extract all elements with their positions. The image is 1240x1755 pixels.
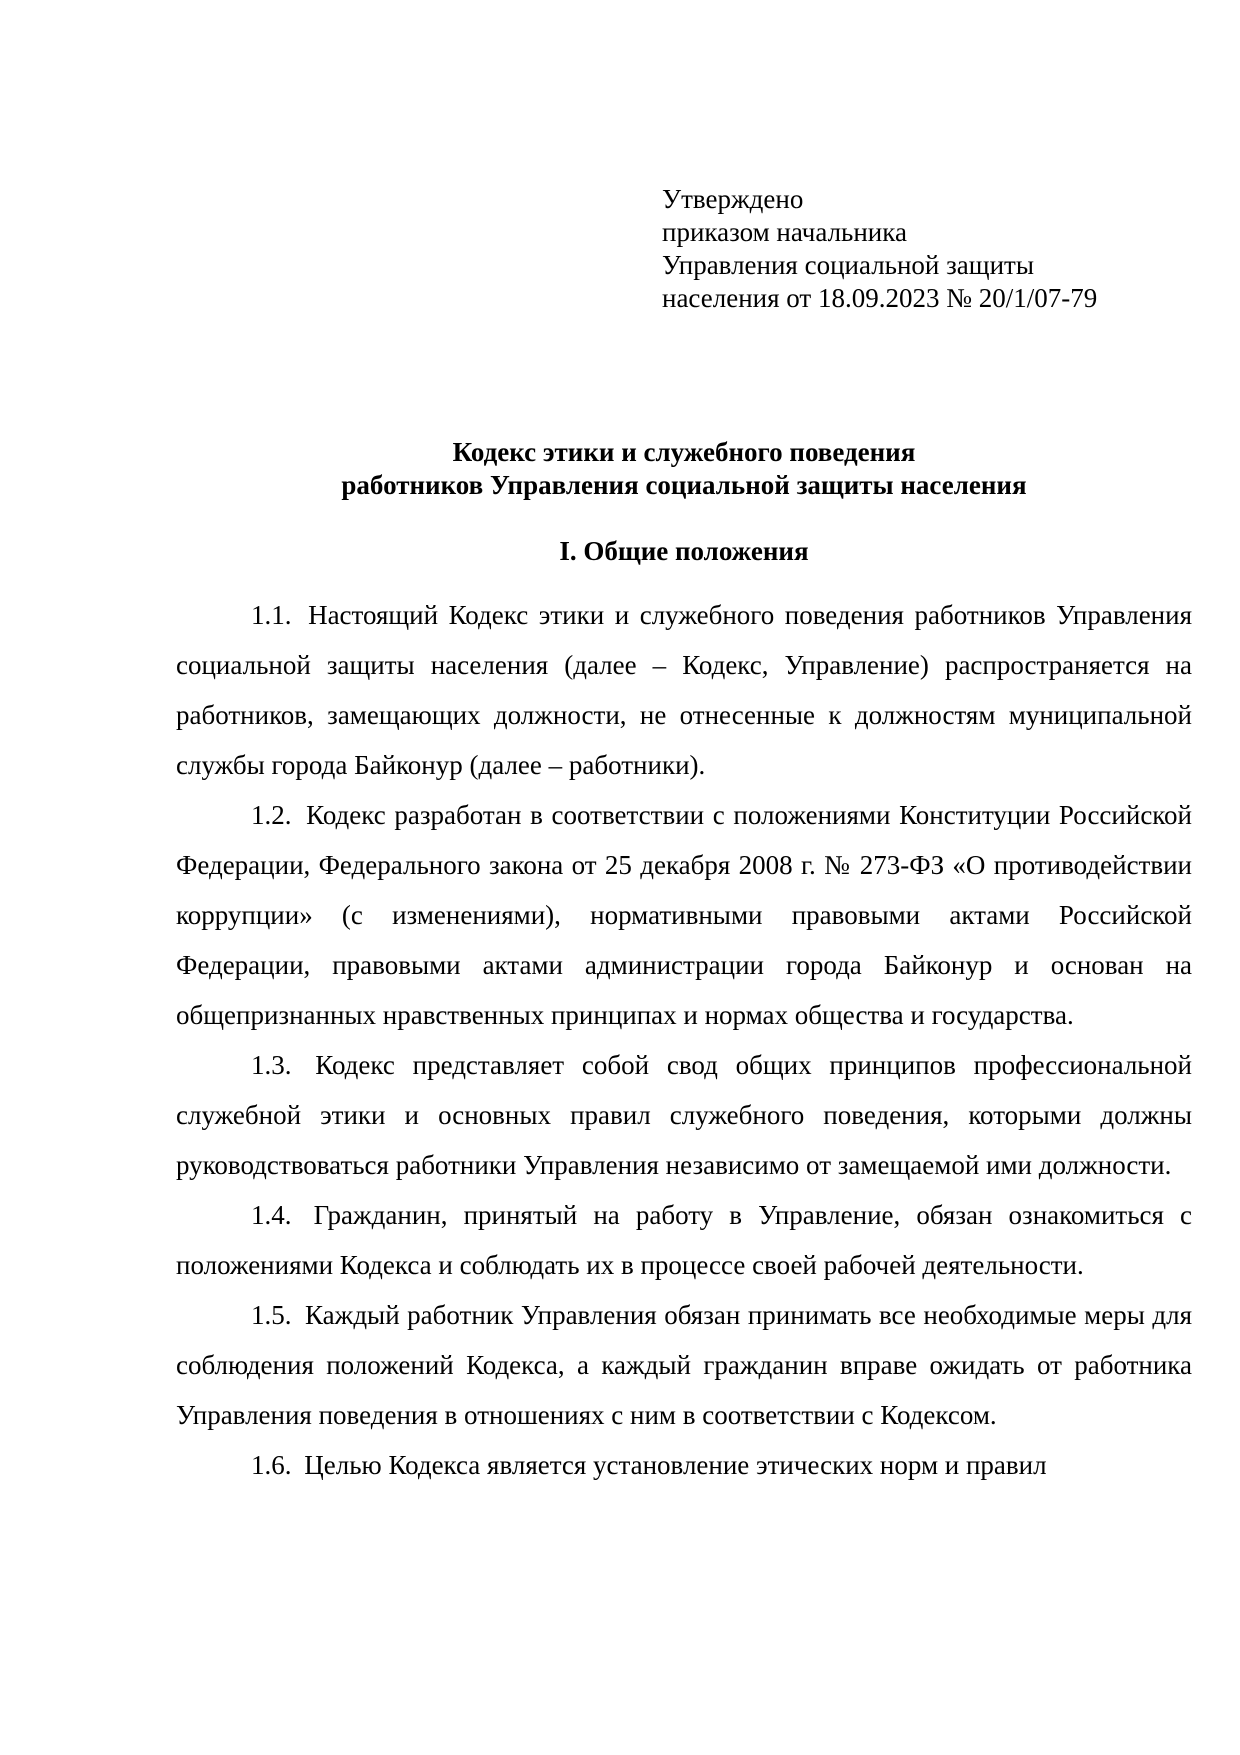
- document-title: [176, 436, 1192, 502]
- paragraph-text: Гражданин, принятый на работу в Управление, обязан ознакомиться с положениями Кодекса и соблюдать их в процессе своей рабочей деятельности.: [176, 1200, 1193, 1280]
- paragraph: [176, 1040, 1192, 1190]
- approval-line: Утверждено: [662, 184, 804, 214]
- paragraph: [176, 590, 1192, 790]
- paragraph: [176, 1290, 1192, 1440]
- title-line: Кодекс этики и служебного поведения: [452, 437, 916, 467]
- approval-line: приказом начальника: [662, 217, 907, 247]
- approval-line: Управления социальной защиты: [662, 250, 1034, 280]
- paragraph-number: 1.2.: [251, 800, 292, 830]
- paragraph-text: Целью Кодекса является установление этических норм и правил: [304, 1450, 1047, 1480]
- paragraph-text: Кодекс представляет собой свод общих принципов профессиональной служебной этики и основных правил служебного поведения, которыми должны руководствоваться работники Управления независимо от замещаемой ими должности.: [176, 1050, 1192, 1180]
- approval-line: населения от 18.09.2023 № 20/1/07-79: [662, 283, 1098, 313]
- paragraph: [176, 1190, 1192, 1290]
- paragraph-number: 1.5.: [251, 1300, 292, 1330]
- paragraph-number: 1.4.: [251, 1200, 292, 1230]
- paragraph-text: Настоящий Кодекс этики и служебного поведения работников Управления социальной защиты населения (далее – Кодекс, Управление) распространяется на работников, замещающих должности, не отнесенные к должностям муниципальной службы города Байконур (далее – работники).: [176, 600, 1193, 780]
- approval-block: [662, 183, 1182, 315]
- paragraph: [176, 790, 1192, 1040]
- section-heading: I. Общие положения: [559, 536, 809, 566]
- paragraph-text: Каждый работник Управления обязан принимать все необходимые меры для соблюдения положений Кодекса, а каждый гражданин вправе ожидать от работника Управления поведения в отношениях с ним в соответствии с Кодексом.: [176, 1300, 1192, 1430]
- paragraph-number: 1.3.: [251, 1050, 292, 1080]
- paragraph-number: 1.6.: [251, 1450, 292, 1480]
- paragraph-text: Кодекс разработан в соответствии с положениями Конституции Российской Федерации, Федерального закона от 25 декабря 2008 г. № 273-ФЗ «О противодействии коррупции» (с изменениями), нормативными правовыми актами Российской Федерации, правовыми актами администрации города Байконур и основан на общепризнанных нравственных принципах и нормах общества и государства.: [176, 800, 1192, 1030]
- title-line: работников Управления социальной защиты населения: [341, 470, 1027, 500]
- paragraph-number: 1.1.: [251, 600, 292, 630]
- document-body: [176, 590, 1192, 1490]
- paragraph: [176, 1440, 1192, 1490]
